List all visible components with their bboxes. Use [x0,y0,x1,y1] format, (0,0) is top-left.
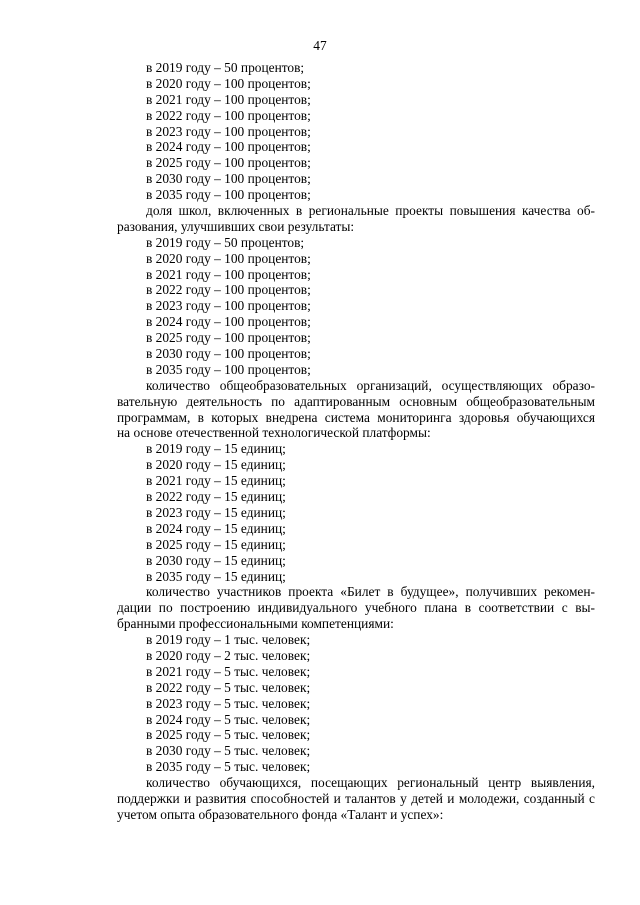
paragraph-line: количество участников проекта «Билет в будущее», получивших рекомен- [146,584,595,600]
list-units [117,441,595,584]
paragraph-line: доля школ, включенных в региональные проекты повышения качества об- [146,203,595,219]
list-item: в 2022 году – 5 тыс. человек; [146,679,311,695]
list-item: в 2020 году – 100 процентов; [146,250,311,266]
paragraph-line: учетом опыта образовательного фонда «Талант и успех»: [117,806,444,822]
list-percent-2 [117,235,595,378]
list-item: в 2030 году – 100 процентов; [146,346,311,362]
list-item: в 2020 году – 2 тыс. человек; [146,647,311,663]
list-item: в 2035 году – 100 процентов; [146,361,311,377]
list-item: в 2030 году – 100 процентов; [146,171,311,187]
list-item: в 2035 году – 100 процентов; [146,187,311,203]
paragraph-organizations-count [117,378,595,442]
list-item: в 2020 году – 100 процентов; [146,75,311,91]
list-item: в 2023 году – 5 тыс. человек; [146,695,311,711]
list-item: в 2019 году – 50 процентов; [146,234,305,250]
list-item: в 2030 году – 15 единиц; [146,552,286,568]
paragraph-line: дации по построению индивидуального учебного плана в соответствии с вы- [117,600,595,616]
list-item: в 2019 году – 1 тыс. человек; [146,632,311,648]
paragraph-line: бранными профессиональными компетенциями: [117,616,394,632]
list-item: в 2024 году – 100 процентов; [146,314,311,330]
list-item: в 2035 году – 15 единиц; [146,568,286,584]
paragraph-line: поддержки и развития способностей и талантов у детей и молодежи, созданный с [117,790,595,806]
paragraph-line: количество общеобразовательных организаций, осуществляющих образо- [146,377,595,393]
paragraph-talent-center [117,775,595,823]
list-item: в 2025 году – 15 единиц; [146,536,286,552]
paragraph-line: программам, в которых внедрена система мониторинга здоровья обучающихся [117,409,595,425]
list-item: в 2021 году – 5 тыс. человек; [146,663,311,679]
list-item: в 2025 году – 100 процентов; [146,155,311,171]
paragraph-line: вательную деятельность по адаптированным основным общеобразовательным [117,393,595,409]
list-people [117,632,595,775]
list-item: в 2022 году – 100 процентов; [146,107,311,123]
list-item: в 2023 году – 100 процентов; [146,298,311,314]
list-item: в 2025 году – 5 тыс. человек; [146,727,311,743]
list-item: в 2021 году – 15 единиц; [146,473,286,489]
paragraph-schools-share [117,203,595,235]
page-body [117,60,595,823]
list-item: в 2021 году – 100 процентов; [146,91,311,107]
list-item: в 2019 году – 50 процентов; [146,60,305,75]
paragraph-line: количество обучающихся, посещающих региональный центр выявления, [146,775,595,791]
list-percent-1 [117,60,595,203]
list-item: в 2020 году – 15 единиц; [146,457,286,473]
paragraph-line: на основе отечественной технологической платформы: [117,425,431,441]
list-item: в 2030 году – 5 тыс. человек; [146,743,311,759]
list-item: в 2023 году – 100 процентов; [146,123,311,139]
list-item: в 2022 году – 100 процентов; [146,282,311,298]
list-item: в 2024 году – 15 единиц; [146,520,286,536]
list-item: в 2021 году – 100 процентов; [146,266,311,282]
list-item: в 2022 году – 15 единиц; [146,489,286,505]
list-item: в 2035 году – 5 тыс. человек; [146,759,311,775]
paragraph-ticket-to-future [117,584,595,632]
page-number: 47 [313,38,327,53]
list-item: в 2025 году – 100 процентов; [146,330,311,346]
paragraph-line: разования, улучшивших свои результаты: [117,218,355,234]
list-item: в 2024 году – 100 процентов; [146,139,311,155]
list-item: в 2024 году – 5 тыс. человек; [146,711,311,727]
list-item: в 2023 году – 15 единиц; [146,504,286,520]
list-item: в 2019 году – 15 единиц; [146,441,286,457]
